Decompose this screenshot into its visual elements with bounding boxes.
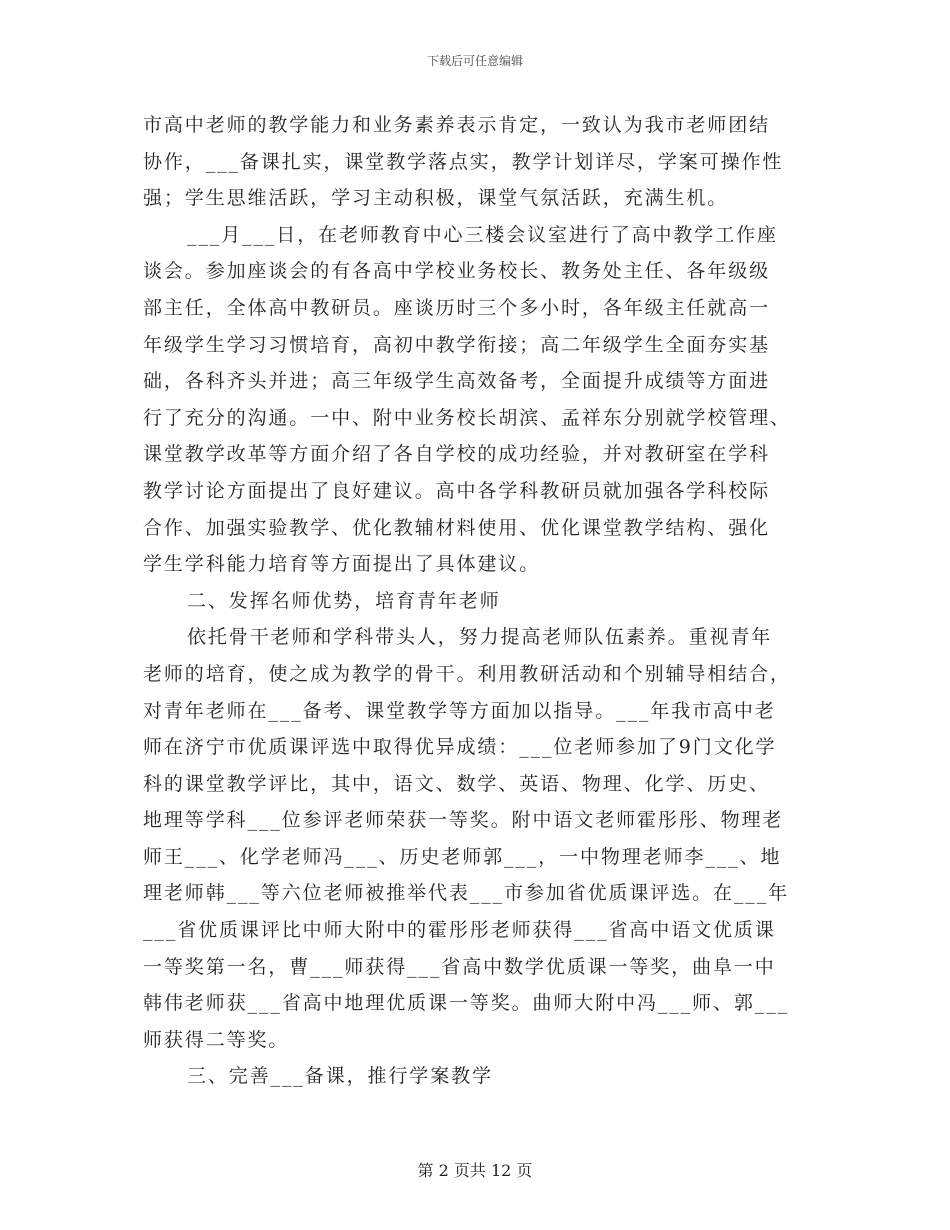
section-heading-2	[143, 583, 806, 620]
text-line: ___省优质课评比中师大附中的霍彤彤老师获得___省高中语文优质课	[143, 919, 776, 942]
section-heading-3	[143, 1058, 806, 1095]
text-line: 学生学科能力培育等方面提出了具体建议。	[143, 553, 541, 576]
paragraph-teachers	[143, 619, 806, 1058]
text-line: 课堂教学改革等方面介绍了各自学校的成功经验，并对教研室在学科	[143, 443, 771, 466]
text-line: 合作、加强实验教学、优化教辅材料使用、优化课堂教学结构、强化	[143, 516, 771, 539]
text-line: 依托骨干老师和学科带头人，努力提高老师队伍素养。重视青年	[187, 626, 773, 649]
text-line: 理老师韩___等六位老师被推举代表___市参加省优质课评选。在___年	[143, 882, 790, 905]
section-heading-text: 三、完善___备课，推行学案教学	[187, 1065, 493, 1088]
text-line: 老师的培育，使之成为教学的骨干。利用教研活动和个别辅导相结合，	[143, 662, 791, 685]
text-line: 强；学生思维活跃，学习主动积极，课堂气氛活跃，充满生机。	[143, 187, 729, 210]
document-body	[143, 107, 806, 1095]
text-line: 对青年老师在___备考、课堂教学等方面加以指导。___年我市高中老	[143, 699, 776, 722]
text-line: 师获得二等奖。	[143, 1028, 290, 1051]
page-header: 下载后可任意编辑	[426, 54, 523, 68]
text-line: 师王___、化学老师冯___、历史老师郭___，一中物理老师李___、地	[143, 845, 782, 868]
text-line: 础，各科齐头并进；高三年级学生高效备考，全面提升成绩等方面进	[143, 370, 771, 393]
paragraph-meeting	[143, 217, 806, 583]
text-line: 教学讨论方面提出了良好建议。高中各学科教研员就加强各学科校际	[143, 479, 771, 502]
text-line: 地理等学科___位参评老师荣获一等奖。附中语文老师霍彤彤、物理老	[143, 809, 784, 832]
text-line: 师在济宁市优质课评选中取得优异成绩：___位老师参加了9门文化学	[143, 736, 777, 759]
text-line: 科的课堂教学评比，其中，语文、数学、英语、物理、化学、历史、	[143, 772, 771, 795]
section-heading-text: 二、发挥名师优势，培育青年老师	[187, 589, 501, 612]
paragraph-continuation	[143, 107, 806, 217]
page-footer: 第 2 页共 12 页	[417, 1161, 533, 1180]
text-line: 市高中老师的教学能力和业务素养表示肯定，一致认为我市老师团结	[143, 114, 771, 136]
text-line: 年级学生学习习惯培育，高初中教学衔接；高二年级学生全面夯实基	[143, 333, 771, 356]
text-line: 一等奖第一名，曹___师获得___省高中数学优质课一等奖，曲阜一中	[143, 955, 776, 978]
text-line: 谈会。参加座谈会的有各高中学校业务校长、教务处主任、各年级级	[143, 260, 771, 283]
text-line: 协作，___备课扎实，课堂教学落点实，教学计划详尽，学案可操作性	[143, 150, 784, 173]
text-line: ___月___日，在老师教育中心三楼会议室进行了高中教学工作座	[187, 223, 778, 246]
text-line: 韩伟老师获___省高中地理优质课一等奖。曲师大附中冯___师、郭___	[143, 992, 790, 1015]
text-line: 行了充分的沟通。一中、附中业务校长胡滨、孟祥东分别就学校管理、	[143, 406, 791, 429]
text-line: 部主任，全体高中教研员。座谈历时三个多小时，各年级主任就高一	[143, 296, 771, 319]
